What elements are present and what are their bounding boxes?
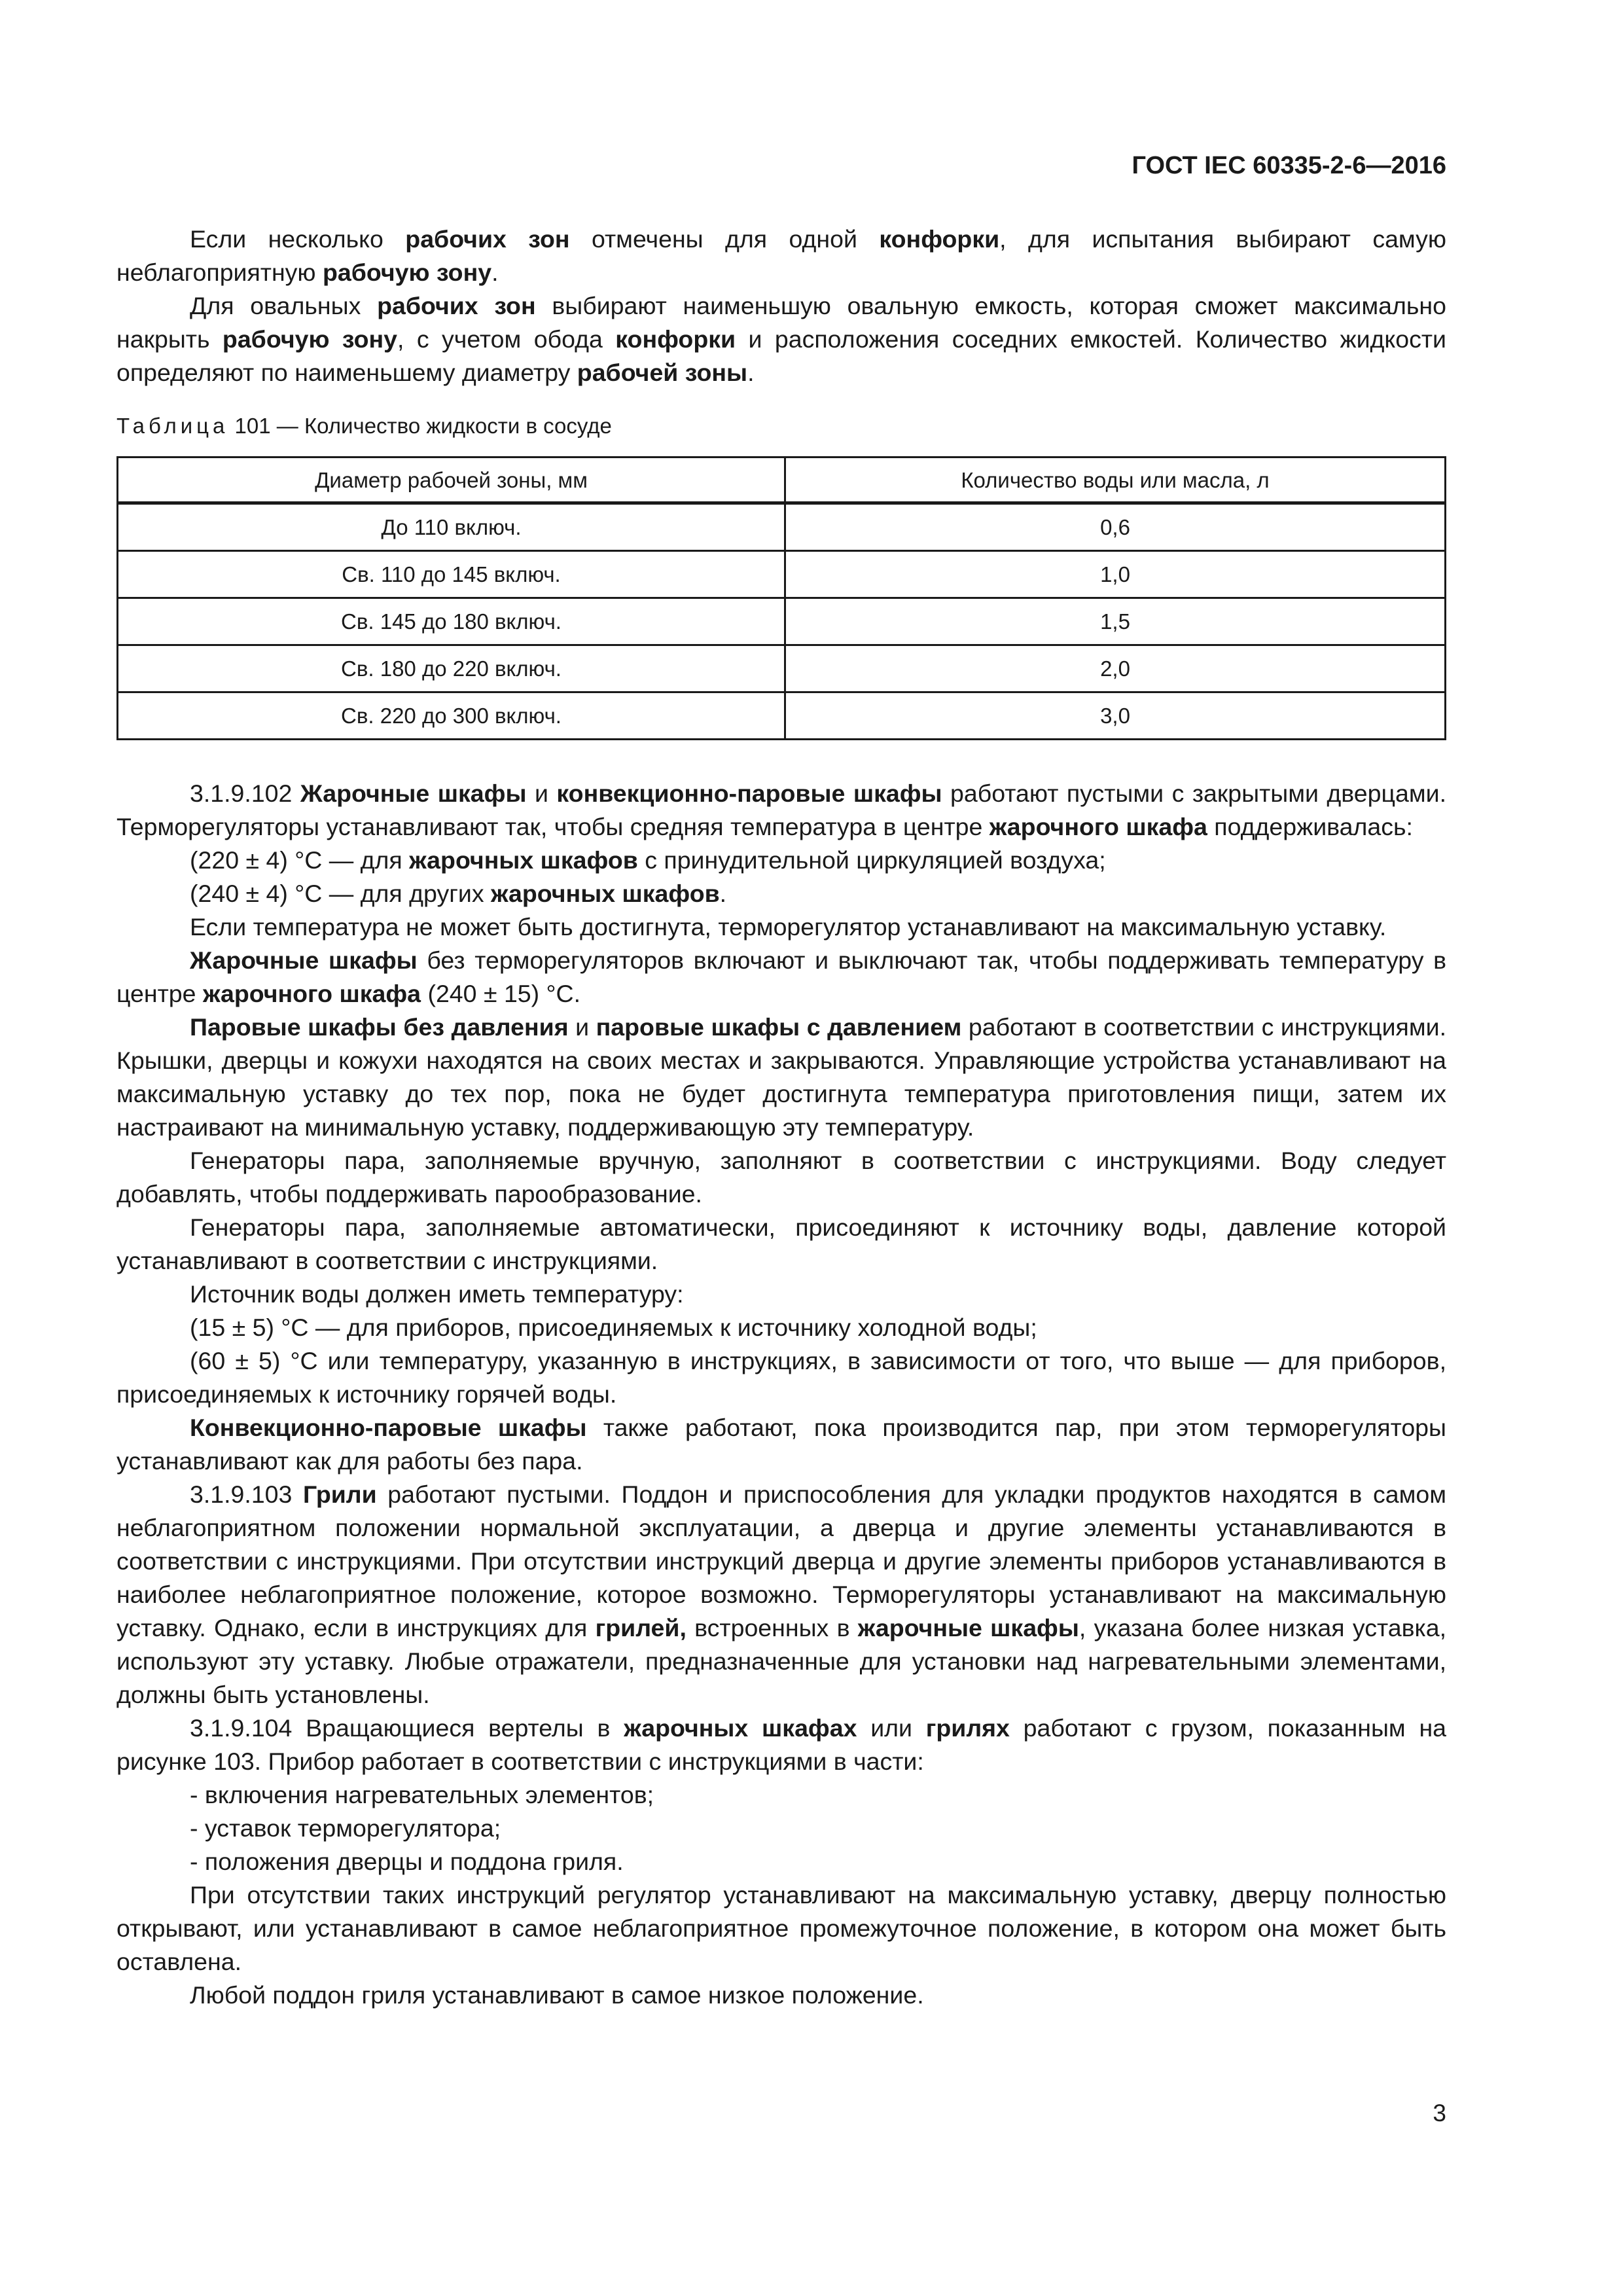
body-paragraph bbox=[116, 1778, 1446, 1812]
text-run: (220 ± 4) °С — для bbox=[190, 846, 410, 874]
liquid-quantity-table bbox=[116, 456, 1446, 740]
body-paragraph bbox=[116, 1278, 1446, 1311]
cell-diameter: Св. 220 до 300 включ. bbox=[118, 692, 785, 740]
table-caption-text: 101 — Количество жидкости в сосуде bbox=[228, 414, 612, 438]
text-run: или bbox=[857, 1714, 926, 1742]
text-run: , с учетом обода bbox=[397, 325, 616, 353]
body-paragraph bbox=[116, 1812, 1446, 1845]
bold-term: рабочих зон bbox=[377, 292, 536, 319]
table-row bbox=[118, 692, 1446, 740]
text-run: работают с грузом, показанным на рисунке 103. Прибор работает в соответствии с инструкциями в части: bbox=[116, 1714, 1447, 1775]
cell-quantity: 2,0 bbox=[785, 645, 1446, 692]
cell-diameter: До 110 включ. bbox=[118, 503, 785, 551]
bold-term: рабочей зоны bbox=[577, 359, 748, 386]
bold-term: Жарочные шкафы bbox=[190, 946, 418, 974]
bold-term: рабочую зону bbox=[322, 259, 492, 286]
text-run: , для испытания выбирают самую неблагоприятную bbox=[116, 225, 1446, 286]
bold-term: конфорки bbox=[615, 325, 736, 353]
body-paragraph bbox=[116, 944, 1446, 1011]
text-run: с принудительной циркуляцией воздуха; bbox=[637, 846, 1106, 874]
text-run: без терморегуляторов включают и выключают так, чтобы поддерживать температуру в центре bbox=[116, 946, 1446, 1007]
text-run: и расположения соседних емкостей. Количество жидкости определяют по наименьшему диаметру bbox=[116, 325, 1446, 386]
text-run: Генераторы пара, заполняемые автоматически, присоединяют к источнику воды, давление которой устанавливают в соответствии с инструкциями. bbox=[116, 1213, 1446, 1274]
bold-term: паровые шкафы с давлением bbox=[596, 1013, 962, 1041]
text-run: 3.1.9.103 bbox=[190, 1480, 304, 1508]
body-paragraph bbox=[116, 1011, 1446, 1144]
text-run: встроенных в bbox=[686, 1614, 858, 1641]
text-run: и bbox=[526, 780, 557, 807]
text-run: выбирают наименьшую овальную емкость, которая сможет максимально накрыть bbox=[116, 292, 1446, 353]
standard-designation: ГОСТ IEC 60335-2-6—2016 bbox=[1132, 152, 1446, 179]
text-run: - уставок терморегулятора; bbox=[190, 1814, 501, 1842]
text-run: (240 ± 15) °С. bbox=[421, 980, 581, 1007]
bold-term: жарочного шкафа bbox=[989, 813, 1207, 840]
table-body bbox=[118, 503, 1446, 740]
text-run: работают пустыми с закрытыми дверцами. Терморегуляторы устанавливают так, чтобы средняя температура в центре bbox=[116, 780, 1446, 840]
text-run: отмечены для одной bbox=[569, 225, 880, 253]
table-header-row bbox=[118, 457, 1446, 503]
text-run: и bbox=[568, 1013, 596, 1041]
cell-quantity: 1,0 bbox=[785, 551, 1446, 598]
bold-term: конфорки bbox=[879, 225, 1000, 253]
table-row bbox=[118, 598, 1446, 645]
cell-diameter: Св. 110 до 145 включ. bbox=[118, 551, 785, 598]
bold-term: Жарочные шкафы bbox=[300, 780, 527, 807]
text-run: . bbox=[491, 259, 499, 286]
bold-term: жарочного шкафа bbox=[202, 980, 421, 1007]
table-caption bbox=[116, 413, 1446, 439]
text-run: При отсутствии таких инструкций регулятор устанавливают на максимальную уставку, дверцу полностью открывают, или устанавливают в самое неблагоприятное промежуточное положение, в котором она может быть оставлена. bbox=[116, 1881, 1446, 1975]
text-run: Если несколько bbox=[190, 225, 406, 253]
text-run: работают пустыми. Поддон и приспособления для укладки продуктов находятся в самом неблагоприятном положении нормальной эксплуатации, а дверца и другие элементы устанавливаются в соответствии с инструкциями. При отсутствии инструкций дверца и другие элементы приборов устанавливаются в наиболее неблагоприятное положение, которое возможно. Терморегуляторы устанавливают на максимальную уставку. Однако, если в инструкциях для bbox=[116, 1480, 1446, 1641]
intro-paragraph bbox=[116, 223, 1446, 289]
cell-diameter: Св. 145 до 180 включ. bbox=[118, 598, 785, 645]
cell-quantity: 0,6 bbox=[785, 503, 1446, 551]
body-paragraph bbox=[116, 1845, 1446, 1878]
body-paragraph bbox=[116, 844, 1446, 877]
text-run: 3.1.9.104 Вращающиеся вертелы в bbox=[190, 1714, 624, 1742]
text-run: работают в соответствии с инструкциями. Крышки, дверцы и кожухи находятся на своих местах и закрываются. Управляющие устройства устанавливают на максимальную уставку до тех пор, пока не будет достигнута температура приготовления пищи, затем их настраивают на минимальную уставку, поддерживающую эту температуру. bbox=[116, 1013, 1446, 1141]
text-run: 3.1.9.102 bbox=[190, 780, 300, 807]
body-paragraph bbox=[116, 877, 1446, 910]
body-paragraph bbox=[116, 1712, 1446, 1778]
text-run: поддерживалась: bbox=[1207, 813, 1413, 840]
table-header-quantity: Количество воды или масла, л bbox=[785, 457, 1446, 503]
body-paragraph bbox=[116, 910, 1446, 944]
text-run: Генераторы пара, заполняемые вручную, заполняют в соответствии с инструкциями. Воду следует добавлять, чтобы поддерживать парообразование. bbox=[116, 1147, 1446, 1208]
bold-term: жарочных шкафов bbox=[491, 880, 720, 907]
cell-quantity: 3,0 bbox=[785, 692, 1446, 740]
body-paragraph bbox=[116, 1144, 1446, 1211]
text-run: Любой поддон гриля устанавливают в самое низкое положение. bbox=[190, 1981, 924, 2009]
body-paragraph bbox=[116, 1311, 1446, 1344]
text-run: Источник воды должен иметь температуру: bbox=[190, 1280, 684, 1308]
table-caption-label: Таблица bbox=[116, 414, 229, 438]
bold-term: жарочных шкафах bbox=[624, 1714, 857, 1742]
body-paragraph bbox=[116, 1878, 1446, 1979]
text-run: . bbox=[719, 880, 727, 907]
table-row bbox=[118, 645, 1446, 692]
text-run: . bbox=[747, 359, 755, 386]
table-header-diameter: Диаметр рабочей зоны, мм bbox=[118, 457, 785, 503]
body-paragraph bbox=[116, 777, 1446, 844]
body-paragraph bbox=[116, 1411, 1446, 1478]
bold-term: Конвекционно-паровые шкафы bbox=[190, 1414, 587, 1441]
bold-term: жарочных шкафов bbox=[409, 846, 638, 874]
intro-section bbox=[116, 223, 1446, 389]
text-run: - положения дверцы и поддона гриля. bbox=[190, 1848, 624, 1875]
bold-term: грилях bbox=[925, 1714, 1010, 1742]
main-section bbox=[116, 777, 1446, 2012]
text-run: , указана более низкая уставка, используют эту уставку. Любые отражатели, предназначенные для установки над нагревательными элементами, должны быть установлены. bbox=[116, 1614, 1447, 1708]
page-number: 3 bbox=[1433, 2100, 1446, 2126]
cell-quantity: 1,5 bbox=[785, 598, 1446, 645]
table-row bbox=[118, 503, 1446, 551]
text-run: также работают, пока производится пар, при этом терморегуляторы устанавливают как для работы без пара. bbox=[116, 1414, 1446, 1475]
text-run: (60 ± 5) °С или температуру, указанную в инструкциях, в зависимости от того, что выше — для приборов, присоединяемых к источнику горячей воды. bbox=[116, 1347, 1446, 1408]
table-row bbox=[118, 551, 1446, 598]
bold-term: рабочую зону bbox=[222, 325, 398, 353]
bold-term: конвекционно-паровые шкафы bbox=[556, 780, 942, 807]
cell-diameter: Св. 180 до 220 включ. bbox=[118, 645, 785, 692]
bold-term: рабочих зон bbox=[405, 225, 570, 253]
text-run: Для овальных bbox=[190, 292, 378, 319]
bold-term: Грили bbox=[303, 1480, 377, 1508]
body-text bbox=[116, 223, 1446, 2012]
text-run: - включения нагревательных элементов; bbox=[190, 1781, 654, 1808]
body-paragraph bbox=[116, 1979, 1446, 2012]
body-paragraph bbox=[116, 1211, 1446, 1278]
text-run: Если температура не может быть достигнута, терморегулятор устанавливают на максимальную уставку. bbox=[190, 913, 1387, 941]
bold-term: грилей, bbox=[595, 1614, 687, 1641]
body-paragraph bbox=[116, 1344, 1446, 1411]
text-run: (240 ± 4) °С — для других bbox=[190, 880, 491, 907]
bold-term: Паровые шкафы без давления bbox=[190, 1013, 569, 1041]
body-paragraph bbox=[116, 1478, 1446, 1712]
text-run: (15 ± 5) °С — для приборов, присоединяемых к источнику холодной воды; bbox=[190, 1314, 1037, 1341]
intro-paragraph bbox=[116, 289, 1446, 389]
bold-term: жарочные шкафы bbox=[857, 1614, 1079, 1641]
